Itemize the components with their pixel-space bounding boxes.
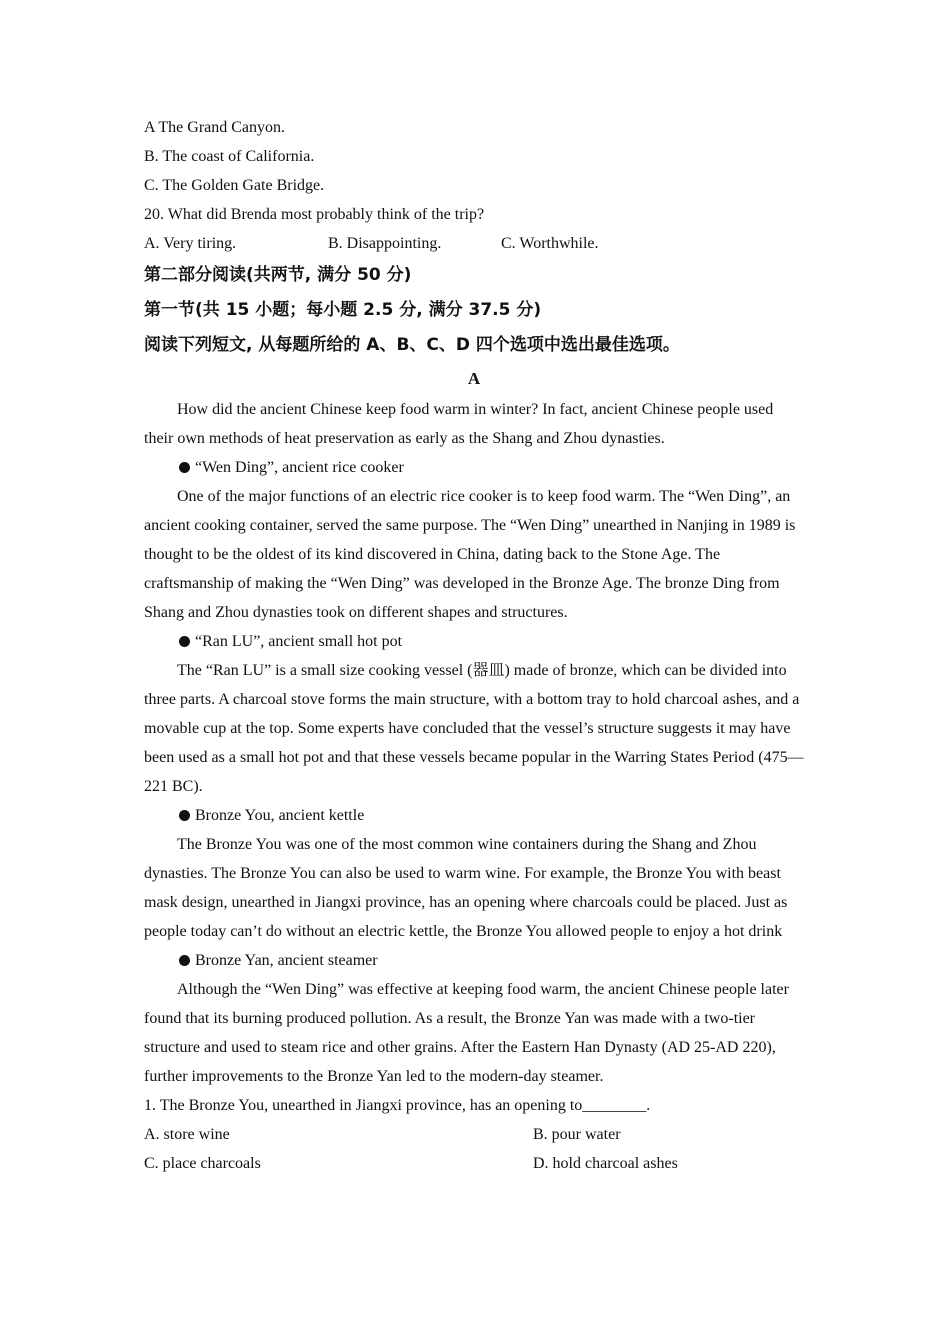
question-20: 20. What did Brenda most probably think of the trip? <box>144 206 485 223</box>
bullet-bronze-you <box>144 801 804 830</box>
bullet-ran-lu-text: “Ran LU”, ancient small hot pot <box>195 633 403 650</box>
option-c-golden-gate: C. The Golden Gate Bridge. <box>144 177 325 194</box>
bullet-dot-icon <box>179 810 190 821</box>
bullet-bronze-yan-text: Bronze Yan, ancient steamer <box>195 952 378 969</box>
q1-option-b: B. pour water <box>533 1126 621 1143</box>
passage-intro: How did the ancient Chinese keep food warm in winter? In fact, ancient Chinese people used their own methods of heat preservation as early as the Shang and Zhou dynasties. <box>144 401 774 447</box>
q1-option-a: A. store wine <box>144 1126 230 1143</box>
paragraph-bronze-you: The Bronze You was one of the most common wine containers during the Shang and Zhou dynasties. The Bronze You can also be used to warm wine. For example, the Bronze You with beast mask design, unearthed in Jiangxi province, has an opening where charcoals could be placed. Just as people today can’t do without an electric kettle, the Bronze You allowed people to enjoy a hot drink <box>144 836 788 940</box>
paragraph-wen-ding: One of the major functions of an electric rice cooker is to keep food warm. The “Wen Ding”, an ancient cooking container, served the same purpose. The “Wen Ding” unearthed in Nanjing in 1989 is thought to be the oldest of its kind discovered in China, dating back to the Stone Age. The craftsmanship of making the “Wen Ding” was developed in the Bronze Age. The bronze Ding from Shang and Zhou dynasties took on different shapes and structures. <box>144 488 796 621</box>
exam-page <box>144 113 804 1178</box>
bullet-bronze-yan <box>144 946 804 975</box>
q20-option-b: B. Disappointing. <box>328 235 442 252</box>
instruction: 阅读下列短文, 从每题所给的 A、B、C、D 四个选项中选出最佳选项。 <box>144 335 680 355</box>
bullet-wen-ding <box>144 453 804 482</box>
question-1: 1. The Bronze You, unearthed in Jiangxi province, has an opening to________. <box>144 1097 651 1114</box>
bullet-dot-icon <box>179 636 190 647</box>
part-title: 第二部分阅读(共两节, 满分 50 分) <box>144 265 412 285</box>
q1-options-row-2 <box>144 1149 804 1178</box>
option-a-grand-canyon: A The Grand Canyon. <box>144 119 286 136</box>
q1-options-row-1 <box>144 1120 804 1149</box>
q20-option-a: A. Very tiring. <box>144 235 237 252</box>
bullet-dot-icon <box>179 462 190 473</box>
paragraph-bronze-yan: Although the “Wen Ding” was effective at keeping food warm, the ancient Chinese people later found that its burning produced pollution. As a result, the Bronze Yan was made with a two-tier structure and used to steam rice and other grains. After the Eastern Han Dynasty (AD 25-AD 220), further improvements to the Bronze Yan led to the modern-day steamer. <box>144 981 789 1085</box>
passage-label: A <box>467 369 481 388</box>
option-b-coast-california: B. The coast of California. <box>144 148 315 165</box>
bullet-ran-lu <box>144 627 804 656</box>
section-title: 第一节(共 15 小题；每小题 2.5 分, 满分 37.5 分) <box>144 300 542 320</box>
question-20-options <box>144 229 804 258</box>
bullet-bronze-you-text: Bronze You, ancient kettle <box>195 807 365 824</box>
bullet-dot-icon <box>179 955 190 966</box>
q1-option-d: D. hold charcoal ashes <box>533 1155 678 1172</box>
bullet-wen-ding-text: “Wen Ding”, ancient rice cooker <box>195 459 404 476</box>
q1-option-c: C. place charcoals <box>144 1155 261 1172</box>
paragraph-ran-lu: The “Ran LU” is a small size cooking vessel (器皿) made of bronze, which can be divided into three parts. A charcoal stove forms the main structure, with a bottom tray to hold charcoal ashes, and a movable cup at the top. Some experts have concluded that the vessel’s structure suggests it may have been used as a small hot pot and that these vessels became popular in the Warring States Period (475—221 BC). <box>144 662 804 795</box>
q20-option-c: C. Worthwhile. <box>501 235 599 252</box>
